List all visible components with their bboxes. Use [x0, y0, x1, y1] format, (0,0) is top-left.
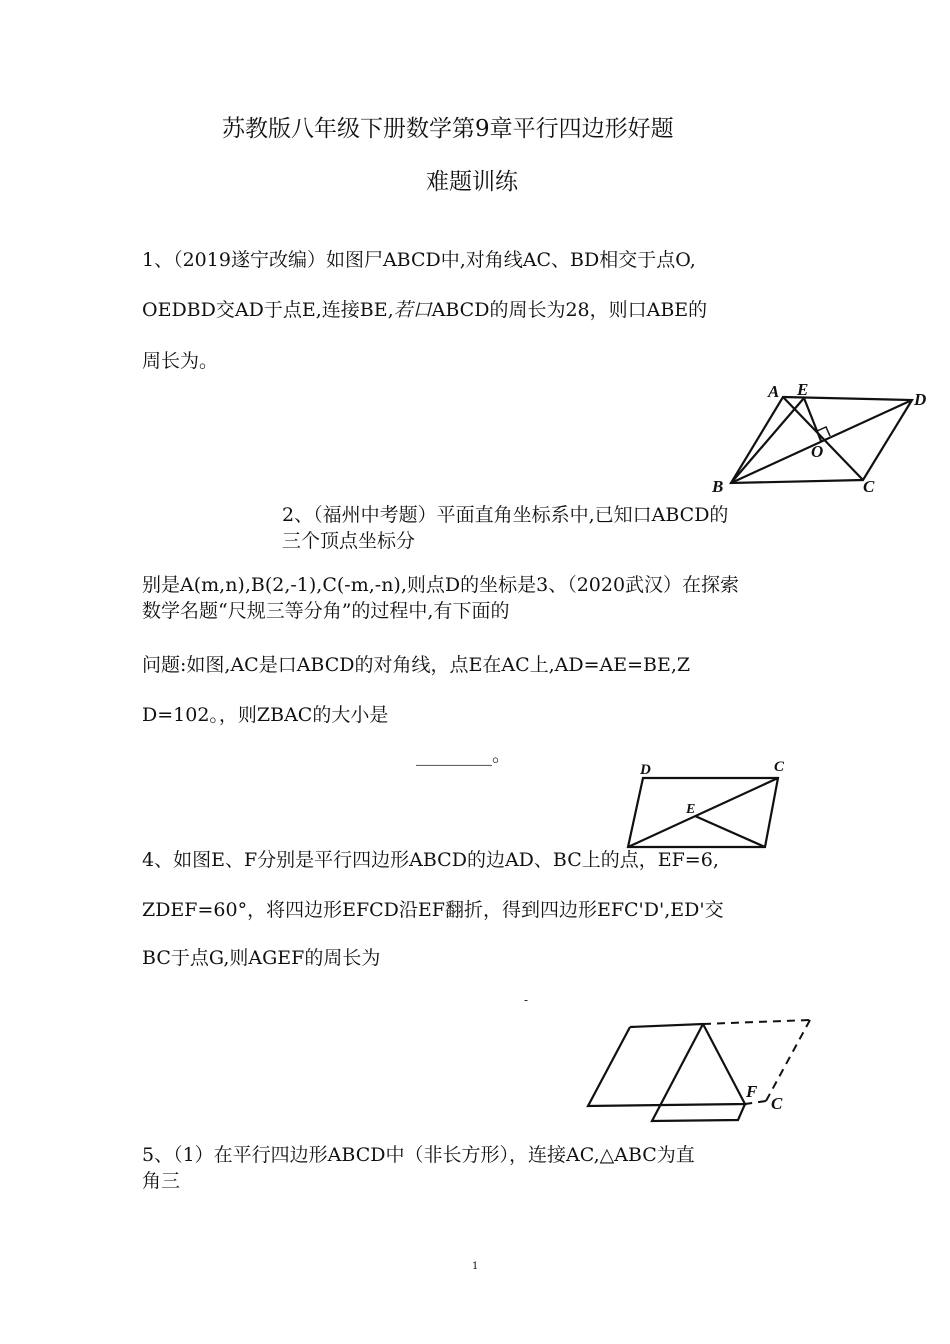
figure-3-segment-be: [695, 816, 765, 847]
problem-4-mark: -: [524, 993, 529, 1007]
problem-1-text-b: 若口: [393, 299, 432, 321]
problem-4-line-3: BC于点G,则AGEF的周长为: [142, 947, 381, 969]
figure-1-label-e: E: [797, 380, 809, 399]
problem-4-line-1: 4、如图E、F分别是平行四边形ABCD的边AD、BC上的点，EF=6,: [142, 849, 719, 871]
figure-3-label-d: D: [640, 762, 651, 778]
figure-1-parallelogram: [700, 380, 940, 505]
problem-1-text-a: OEDBD交AD于点E,连接BE,: [142, 299, 394, 321]
problem-3-answer-blank: ________。: [416, 744, 512, 766]
figure-4-label-f: F: [746, 1082, 758, 1101]
figure-4-folded-parallelogram: [575, 1000, 840, 1130]
figure-4-dashed-ed: [703, 1020, 810, 1024]
figure-1-label-o: O: [811, 442, 824, 461]
figure-1-label-a: A: [768, 382, 780, 401]
figure-3-label-e: E: [686, 802, 696, 817]
problem-3-line-1: 别是A(m,n),B(2,-1),C(-m,-n),则点D的坐标是3、（2020武汉）在探索: [142, 574, 740, 596]
problem-2-line-1: 2、（福州中考题）平面直角坐标系中,已知口ABCD的: [282, 504, 729, 526]
figure-1-label-b: B: [712, 477, 724, 496]
problem-5-line-1: 5、（1）在平行四边形ABCD中（非长方形），连接AC,△ABC为直: [142, 1144, 695, 1166]
problem-3-line-4: D=102。，则ZBAC的大小是: [142, 704, 389, 726]
figure-1-segment-oe: [804, 398, 821, 441]
figure-3-label-c: C: [774, 759, 785, 775]
problem-1-line-3: 周长为。: [142, 350, 219, 372]
title-line-1: 苏教版八年级下册数学第9章平行四边形好题: [222, 116, 674, 142]
problem-2-line-2: 三个顶点坐标分: [282, 530, 416, 552]
problem-3-line-3: 问题:如图,AC是口ABCD的对角线，点E在AC上,AD=AE=BE,Z: [142, 654, 691, 676]
figure-4-dashed-dc: [766, 1020, 810, 1101]
figure-3-diagonal-ac: [628, 778, 778, 847]
problem-1-line-2: [142, 298, 707, 322]
problem-1-line-1: 1、（2019遂宁改编）如图尸ABCD中,对角线AC、BD相交于点O,: [142, 249, 696, 271]
figure-4-dashed-cf: [745, 1101, 766, 1104]
title-line-2: 难题训练: [426, 169, 518, 195]
figure-1-label-d: D: [914, 390, 927, 409]
figure-3-parallelogram: [610, 750, 810, 855]
problem-4-line-2: ZDEF=60°，将四边形EFCD沿EF翻折，得到四边形EFC'D',ED'交: [142, 899, 724, 921]
problem-1-text-c: ABCD的周长为28，则口ABE的: [431, 299, 708, 321]
figure-4-label-c: C: [771, 1094, 783, 1113]
problem-3-line-2: 数学名题“尺规三等分角”的过程中,有下面的: [142, 600, 510, 622]
figure-1-segment-be: [731, 398, 804, 483]
figure-4-folded-efcd: [652, 1024, 745, 1121]
page-number: 1: [472, 1261, 479, 1272]
problem-5-line-2: 角三: [142, 1170, 181, 1192]
figure-1-label-c: C: [863, 477, 875, 496]
